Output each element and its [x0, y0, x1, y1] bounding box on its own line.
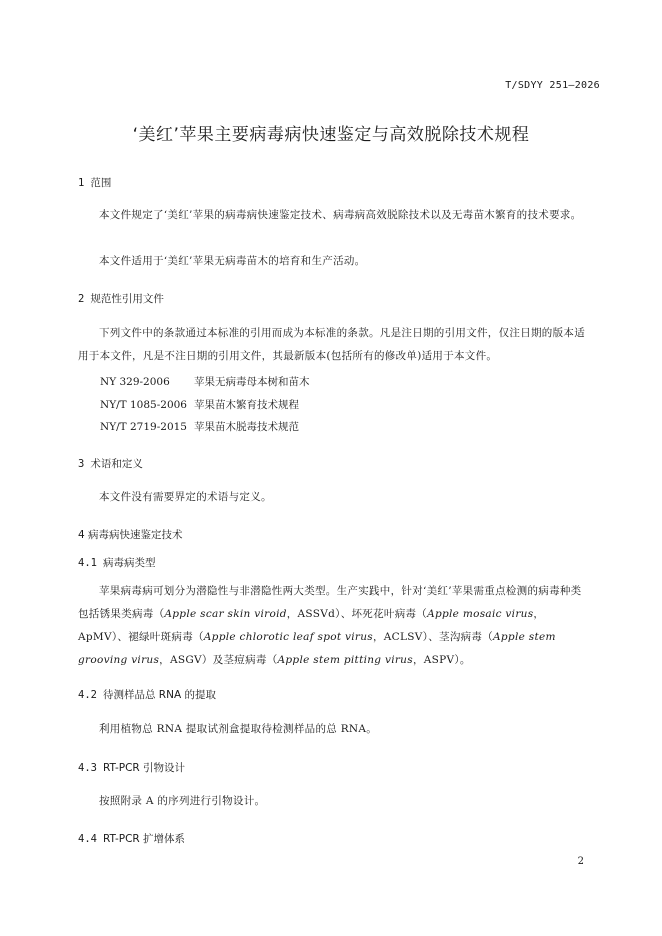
section-number: 4.4 — [78, 833, 97, 845]
section-title: 术语和定义 — [90, 458, 143, 470]
reference-item — [100, 375, 310, 389]
reference-code: NY 329-2006 — [100, 376, 170, 388]
text-run: ，ASPV）。 — [412, 654, 471, 666]
text-run: ，ACLSV）、茎沟病毒（ — [373, 631, 494, 643]
virus-name: Apple chlorotic leaf spot virus — [203, 631, 373, 643]
document-title: ‘美红’苹果主要病毒病快速鉴定与高效脱除技术规程 — [132, 125, 530, 145]
section-4-2-heading — [78, 688, 216, 702]
section-title: RT-PCR 扩增体系 — [102, 833, 186, 845]
section-1-paragraph-1: 本文件规定了‘美红’苹果的病毒病快速鉴定技术、病毒病高效脱除技术以及无毒苗木繁育的技术要求。 — [99, 209, 582, 221]
section-3-heading — [78, 457, 143, 471]
text-run: ，ApMV）、褪绿叶斑病毒（ — [78, 608, 545, 643]
section-4-heading: 4 病毒病快速鉴定技术 — [78, 529, 183, 541]
section-4-3-paragraph: 按照附录 A 的序列进行引物设计。 — [99, 795, 266, 807]
section-2-heading — [78, 292, 164, 306]
section-2-paragraph-1: 下列文件中的条款通过本标准的引用而成为本标准的条款。凡是注日期的引用文件，仅注日期的版本适用于本文件，凡是不注日期的引用文件，其最新版本(包括所有的修改单)适用于本文件。 — [78, 327, 585, 362]
section-number: 1 — [78, 177, 85, 189]
virus-name: Apple scar skin viroid — [164, 608, 287, 620]
section-number: 4.2 — [78, 689, 97, 701]
section-4-2-paragraph: 利用植物总 RNA 提取试剂盒提取待检测样品的总 RNA。 — [99, 723, 378, 735]
reference-code: NY/T 1085-2006 — [100, 399, 187, 411]
section-title: 规范性引用文件 — [90, 293, 164, 305]
reference-item — [100, 420, 299, 434]
reference-title: 苹果苗木脱毒技术规范 — [194, 421, 299, 433]
section-title: 范围 — [90, 177, 112, 189]
reference-title: 苹果苗木繁育技术规程 — [194, 399, 299, 411]
standard-code: T/SDYY 251—2026 — [505, 80, 600, 91]
section-number: 3 — [78, 458, 85, 470]
reference-title: 苹果无病毒母本树和苗木 — [194, 376, 310, 388]
section-1-paragraph-2: 本文件适用于‘美红’苹果无病毒苗木的培育和生产活动。 — [99, 255, 366, 267]
section-4-3-heading — [78, 761, 185, 775]
text-run: ，ASGV）及茎痘病毒（ — [159, 654, 278, 666]
text-run: 苹果病毒病可划分为潜隐性与非潜隐性两大类型。生产实践中，针对‘美红’苹果需重点检测的病毒种类包括锈果类病毒（ — [78, 585, 582, 620]
virus-name: Apple stem pitting virus — [277, 654, 413, 666]
reference-code: NY/T 2719-2015 — [100, 421, 187, 433]
reference-item — [100, 398, 299, 412]
section-title: 病毒病类型 — [102, 557, 156, 569]
section-number: 2 — [78, 293, 85, 305]
section-title: RT-PCR 引物设计 — [102, 762, 186, 774]
section-4-1-paragraph — [78, 580, 588, 672]
text-run: ，ASSVd）、坏死花叶病毒（ — [286, 608, 428, 620]
section-4-1-heading — [78, 556, 155, 570]
virus-name: Apple mosaic virus — [427, 608, 534, 620]
page-number: 2 — [577, 856, 584, 867]
section-number: 4.1 — [78, 557, 97, 569]
section-number: 4.3 — [78, 762, 97, 774]
section-4-4-heading — [78, 832, 185, 846]
section-title: 待测样品总 RNA 的提取 — [102, 689, 216, 701]
virus-name: Apple stem grooving virus — [78, 631, 556, 666]
section-3-paragraph-1: 本文件没有需要界定的术语与定义。 — [99, 491, 272, 503]
section-1-heading — [78, 176, 111, 190]
